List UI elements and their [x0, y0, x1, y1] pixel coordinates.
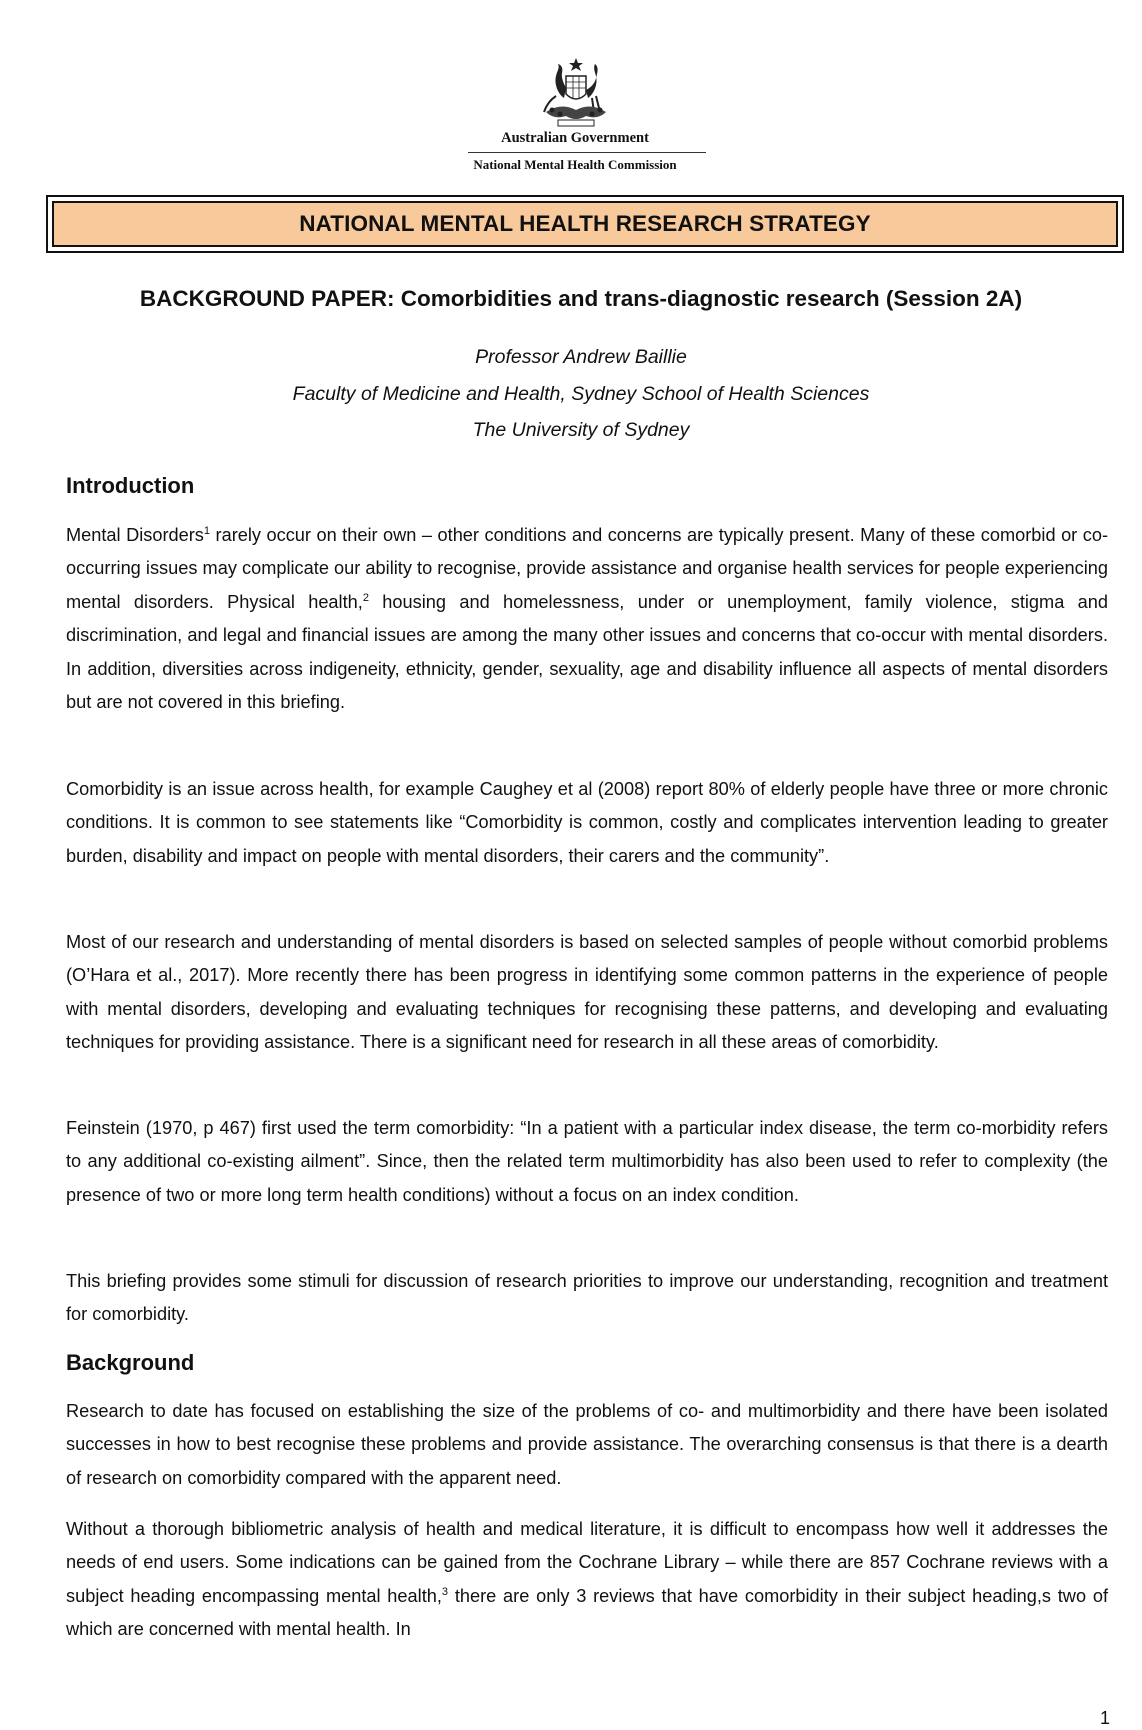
author-name: Professor Andrew Baillie: [475, 346, 687, 368]
intro-p1-text-a: Mental Disorders: [66, 525, 204, 545]
introduction-heading: Introduction: [66, 473, 195, 498]
intro-paragraph-3: Most of our research and understanding of mental disorders is based on selected samples of people without comorbid problems (O’Hara et al., 2017). More recently there has been progress in identifying some common patterns in the experience of people with mental disorders, developing and evaluating techniques for recognising these patterns, and developing and evaluating techniques for providing assistance. There is a significant need for research in all these areas of comorbidity.: [66, 932, 1108, 1053]
title-banner-fill: [52, 201, 1118, 247]
strategy-title: NATIONAL MENTAL HEALTH RESEARCH STRATEGY: [299, 211, 871, 236]
author-faculty: Faculty of Medicine and Health, Sydney School of Health Sciences: [292, 383, 870, 405]
commission-name: National Mental Health Commission: [473, 157, 677, 172]
header-divider: [468, 152, 706, 153]
background-paragraph-2: [66, 1513, 1108, 1647]
background-paragraph-1: Research to date has focused on establishing the size of the problems of co- and multimorbidity and there have been isolated successes in how to best recognise these problems and provide assistance. The overarching consensus is that there is a dearth of research on comorbidity compared with the apparent need.: [66, 1401, 1108, 1488]
intro-p1-text-c: housing and homelessness, under or unemployment, family violence, stigma and discrimination, and legal and financial issues are among the many other issues and concerns that co-occur with mental disorders. In addition, diversities across indigeneity, ethnicity, gender, sexuality, age and disability influence all aspects of mental disorders but are not covered in this briefing.: [66, 591, 1109, 713]
background-p2-text-b: there are only 3 reviews that have comorbidity in their subject heading,s two of which are concerned with mental health. In: [66, 1585, 1108, 1640]
footnote-ref-2: 2: [362, 591, 369, 604]
author-university: The University of Sydney: [472, 419, 690, 441]
coat-of-arms-icon: [536, 56, 616, 130]
intro-paragraph-2: Comorbidity is an issue across health, for example Caughey et al (2008) report 80% of elderly people have three or more chronic conditions. It is common to see statements like “Comorbidity is common, costly and complicates intervention leading to greater burden, disability and impact on people with mental disorders, their carers and the community”.: [66, 779, 1108, 866]
background-heading: Background: [66, 1350, 195, 1375]
intro-paragraph-4: Feinstein (1970, p 467) first used the term comorbidity: “In a patient with a particular index disease, the term co-morbidity refers to any additional co-existing ailment”. Since, then the related term multimorbidity has also been used to refer to complexity (the presence of two or more long term health conditions) without a focus on an index condition.: [66, 1118, 1108, 1205]
paper-title: BACKGROUND PAPER: Comorbidities and trans-diagnostic research (Session 2A): [139, 286, 1023, 311]
intro-p1-text-b: rarely occur on their own – other conditions and concerns are typically present. Many of these comorbid or co-occurring issues may complicate our ability to recognise, provide assistance and organise health services for people experiencing mental disorders. Physical health,: [66, 525, 1108, 612]
intro-paragraph-1: [66, 519, 1108, 719]
footnote-ref-3: 3: [441, 1585, 449, 1598]
footnote-ref-1: 1: [203, 524, 211, 537]
background-p2-text-a: Without a thorough bibliometric analysis of health and medical literature, it is difficult to encompass how well it addresses the needs of end users. Some indications can be gained from the Cochrane Library – while there are 857 Cochrane reviews with a subject heading encompassing mental health,: [66, 1519, 1108, 1606]
government-name: Australian Government: [501, 130, 649, 146]
title-banner: [46, 195, 1124, 253]
page-number: 1: [1099, 1708, 1110, 1728]
intro-paragraph-5: This briefing provides some stimuli for discussion of research priorities to improve our understanding, recognition and treatment for comorbidity.: [66, 1271, 1108, 1325]
